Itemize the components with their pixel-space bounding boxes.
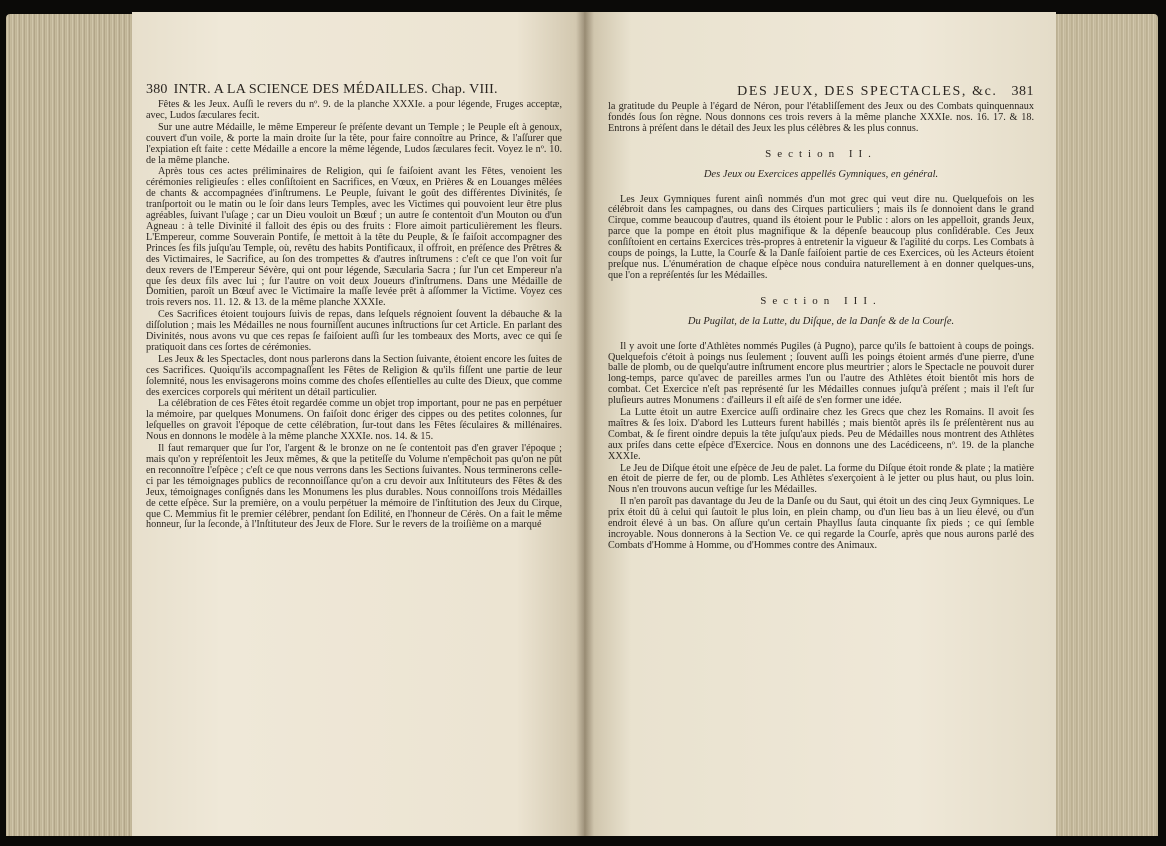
left-page-number: 380	[146, 82, 168, 97]
right-head-title: DES JEUX, DES SPECTACLES, &c.	[737, 84, 998, 99]
section-title: Section III.	[760, 294, 882, 307]
left-running-head	[146, 82, 562, 98]
paragraph: Il n'en paroît pas davantage du Jeu de la Danſe ou du Saut, qui étoit un des cinq Jeux Gymniques. Le prix étoit dû à celui qui ſautoit le plus loin, en plein champ, ou d'un lieu bas à un lieu élevé, ou d'un endroit élevé à un bas. On aſſure qu'un certain Phayllus ſauta cinquante ſix pieds ; ce qui ſemble incroyable. Nous donnerons à la Section Ve. ce qui regarde la Courſe, après que nous aurons parlé des Combats d'Homme à Homme, ou d'Hommes contre des Animaux.	[608, 496, 1034, 551]
page-edges-left	[6, 14, 146, 842]
paragraph: Fêtes & les Jeux. Auſſi le revers du nº. 9. de la planche XXXIe. a pour légende, Fruges acceptæ, avec, Ludos ſæculares fecit.	[146, 99, 562, 121]
paragraph: Les Jeux Gymniques furent ainſi nommés d'un mot grec qui veut dire nu. Quelquefois on les célébroit dans les campagnes, ou dans des Cirques particuliers ; mais ils ſe donnoient dans le grand Cirque, comme beaucoup d'autres, quand ils étoient pour le Public : alors on les appelloit, grands Jeux, parce que la pompe en étoit plus magnifique & la dépenſe beaucoup plus conſidérable. Ces Jeux conſiſtoient en certains Exercices très-propres à entretenir la vigueur & l'agilité du corps. Les Combats à coups de poings, la Lutte, la Courſe & la Danſe faiſoient partie de ces Exercices, où les Acteurs étoient preſque nus. L'énumération de chaque eſpèce nous conduira naturellement à en donner quelques-uns, que l'on a repréſentés ſur les Médailles.	[608, 193, 1034, 281]
section-title: Section II.	[765, 147, 877, 160]
left-head-title: INTR. A LA SCIENCE DES MÉDAILLES. Chap. VIII.	[173, 82, 498, 97]
paragraph: Sur une autre Médaille, le même Empereur ſe préſente devant un Temple ; le Peuple eſt à genoux, couvert d'un voile, & porte la main droite ſur la tête, pour faire connoître au Prince, & l'aſſurer que l'expiation eſt faite : cette Médaille a encore la même légende, Ludos ſæculares fecit. Voyez le nº. 10. de la même planche.	[146, 121, 562, 166]
left-page-text	[146, 82, 562, 532]
paragraph: la gratitude du Peuple à l'égard de Néron, pour l'établiſſement des Jeux ou des Combats quinquennaux fondés ſous ſon règne. Nous donnons ces trois revers à la même planche XXXIe. nos. 16. 17. & 18. Entrons à préſent dans le détail des Jeux les plus célèbres & les plus connus.	[608, 101, 1034, 134]
paragraph: Les Jeux & les Spectacles, dont nous parlerons dans la Section ſuivante, étoient encore les ſuites de ces Sacrifices. Quoiqu'ils accompagnaſſent les Fêtes de Religion & qu'ils fiſſent une partie de leur ſolemnité, nous les envisagerons moins comme des choſes eſſentielles au culte des Dieux, que comme des exercices corporels qui méritent un détail particulier.	[146, 353, 562, 398]
page-edges-right	[1050, 14, 1158, 842]
section-subtitle: Du Pugilat, de la Lutte, du Diſque, de la Danſe & de la Courſe.	[687, 315, 955, 327]
right-page-text	[608, 84, 1034, 553]
bottom-shadow	[0, 836, 1166, 846]
paragraph: Il faut remarquer que ſur l'or, l'argent & le bronze on ne ſe contentoit pas d'en graver l'époque ; mais qu'on y repréſentoit les Jeux mêmes, & que la petiteſſe du Volume n'empêchoit pas qu'on ne pût en reconnoître l'eſpèce ; c'eſt ce que nous verrons dans les Sections ſuivantes. Nous terminerons celle-ci par les témoignages publics de reconnoiſſance qu'on a cru devoir aux Inſtituteurs des Fêtes & des Jeux, témoignages conſignés dans les Monumens les plus durables. Nous connoiſſons trois Médailles de cette eſpèce. Sur la première, on a voulu perpétuer la mémoire de l'inſtitution des Jeux du Cirque, que C. Memmius fit le premier célébrer, pendant ſon Edilité, en l'honneur de Cérès. On a fait le même honneur, ſur la ſeconde, à l'Inſtituteur des Jeux de Flore. Sur le revers de la troiſième on a marqué	[146, 443, 562, 531]
book-gutter	[576, 12, 594, 838]
paragraph: La Lutte étoit un autre Exercice auſſi ordinaire chez les Grecs que chez les Romains. Il avoit ſes maîtres & ſes loix. D'abord les Lutteurs furent habillés ; mais bientôt après ils ſe préſentèrent nus au Combat, & ſe firent oindre depuis la tête juſqu'aux pieds. Peu de Médailles nous montrent des Athlètes aux priſes dans cette eſpèce d'Exercice. Nous en donnons une des Lacédiceens, nº. 19. de la planche XXXIe.	[608, 407, 1034, 462]
paragraph: Il y avoit une ſorte d'Athlètes nommés Pugiles (à Pugno), parce qu'ils ſe battoient à coups de poings. Quelquefois c'étoit à poings nus ſeulement ; ſouvent auſſi les poings étoient armés d'une pierre, d'une balle de plomb, ou de quelqu'autre inſtrument encore plus meurtrier ; alors le Spectacle ne pouvoit durer long-temps, parce qu'avec de pareilles armes l'un ou l'autre des Athlètes étoit bientôt mis hors de combat. Cet Exercice n'eſt pas représenté ſur les Médailles connues juſqu'à préſent ; mais il l'eſt ſur pluſieurs autres Monumens : d'ailleurs il eſt aiſé de s'en former une idée.	[608, 340, 1034, 407]
section-subtitle: Des Jeux ou Exercices appellés Gymniques, en général.	[703, 168, 939, 180]
right-page-number: 381	[1011, 84, 1034, 99]
right-running-head	[608, 84, 1034, 100]
paragraph: Après tous ces actes préliminaires de Religion, qui ſe faiſoient avant les Fêtes, venoient les cérémonies religieuſes : elles conſiſtoient en Sacrifices, en Vœux, en Prières & en Louanges mêlées de chants & accompagnées d'inſtrumens. Le Peuple, ſuivant le goût des différentes Divinités, ſe tranſportoit ou le matin ou le ſoir dans leurs Temples, avec les Victimes qui pouvoient leur être plus agréables, ſuivant l'uſage ; car un Dieu vouloit un Bœuf ; un autre ſe contentoit d'un Mouton ou d'un Agneau : à telle Divinité il falloit des épis ou des fruits : Flore aimoit particulièrement les fleurs. L'Empereur, comme Souverain Pontife, ſe mettoit à la tête du Peuple, & ſe faiſoit accompagner des Princes ſes fils juſqu'au Temple, où, revêtu des habits Pontificaux, il offroit, en préſence des Prêtres & des Victimaires, le Sacrifice, au ſon des trompettes & d'autres inſtrumens : c'eſt ce que l'on voit ſur deux revers de l'Empereur Sévère, qui ont pour légende, Sæcularia Sacra ; ſur l'un cet Empereur n'a que ſes deux fils avec lui ; ſur l'autre on voit deux Joueurs d'inſtrumens. Dans une Médaille de Domitien, paroît un Bœuf avec le Victimaire la maſſe levée prêt à aſſommer la Victime. Voyez ces trois revers nos. 11. 12. & 13. de la même planche XXXIe.	[146, 166, 562, 309]
paragraph: La célébration de ces Fêtes étoit regardée comme un objet trop important, pour ne pas en perpétuer la mémoire, par quelques Monumens. On faiſoit donc ériger des cippes ou des petites colonnes, ſur leſquelles on gravoit l'époque de cette célébration, ſur-tout dans les Fêtes ſéculaires & millénaires. Nous en donnons le modèle à la même planche XXXIe. nos. 14. & 15.	[146, 398, 562, 443]
paragraph: Le Jeu de Diſque étoit une eſpèce de Jeu de palet. La forme du Diſque étoit ronde & plate ; la matière en étoit de pierre de fer, ou de plomb. Les Athlètes s'exerçoient à le jetter ou plus haut, ou plus loin. Nous n'en trouvons aucun veſtige ſur les Médailles.	[608, 462, 1034, 496]
paragraph: Ces Sacrifices étoient toujours ſuivis de repas, dans leſquels régnoient ſouvent la débauche & la diſſolution ; mais les Médailles ne nous fourniſſent aucunes inſtructions ſur cet Article. En parlant des Divinités, nous avons vu que ces repas ſe faiſoient auſſi ſur les tombeaux des Morts, avec ce qui ſe pratiquoit dans ces ſortes de cérémonies.	[146, 309, 562, 353]
